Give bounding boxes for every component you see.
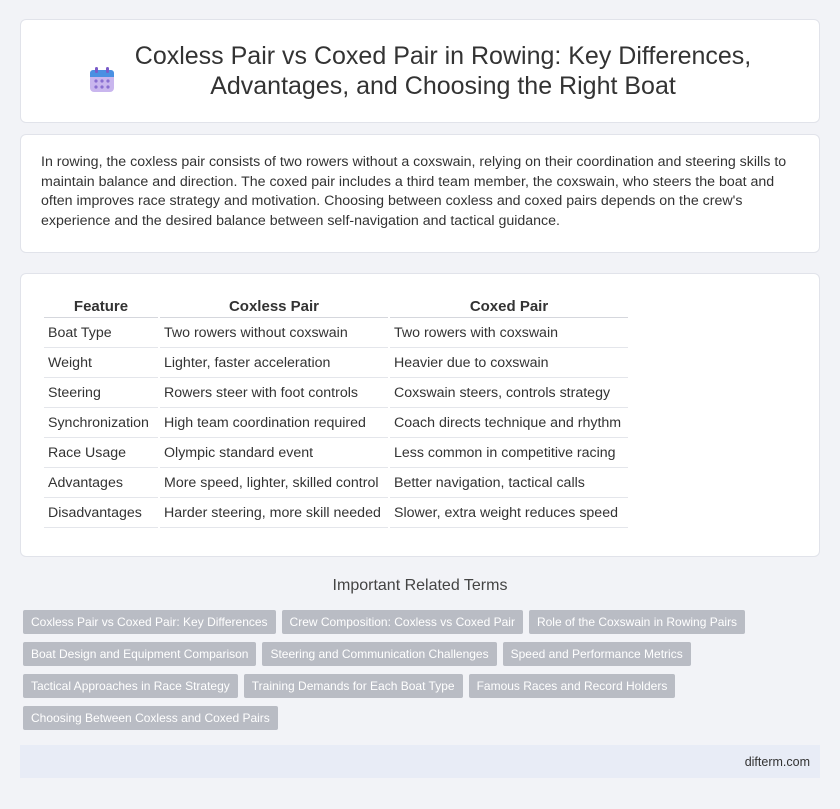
related-tag[interactable]: Training Demands for Each Boat Type [244, 674, 463, 698]
related-tag[interactable]: Tactical Approaches in Race Strategy [23, 674, 238, 698]
table-cell: Disadvantages [44, 498, 158, 528]
related-tags [23, 610, 823, 738]
title-card [20, 19, 820, 123]
related-tag[interactable]: Steering and Communication Challenges [262, 642, 496, 666]
table-cell: Olympic standard event [160, 438, 388, 468]
table-row [44, 378, 628, 408]
table-cell: Advantages [44, 468, 158, 498]
related-tag[interactable]: Choosing Between Coxless and Coxed Pairs [23, 706, 278, 730]
footer [20, 745, 820, 778]
table-row [44, 438, 628, 468]
related-terms-title: Important Related Terms [332, 577, 508, 594]
footer-site-link[interactable]: difterm.com [744, 754, 810, 769]
table-cell: Coxswain steers, controls strategy [390, 378, 628, 408]
table-cell: Slower, extra weight reduces speed [390, 498, 628, 528]
page-title [135, 41, 751, 101]
table-cell: Weight [44, 348, 158, 378]
related-tag[interactable]: Coxless Pair vs Coxed Pair: Key Differences [23, 610, 276, 634]
table-row [44, 468, 628, 498]
table-row [44, 408, 628, 438]
calendar-icon [89, 67, 115, 93]
table-row [44, 498, 628, 528]
related-tag[interactable]: Role of the Coxswain in Rowing Pairs [529, 610, 745, 634]
table-cell: More speed, lighter, skilled control [160, 468, 388, 498]
title-line-1: Coxless Pair vs Coxed Pair in Rowing: Key Differences, [134, 42, 752, 70]
related-tag[interactable]: Boat Design and Equipment Comparison [23, 642, 256, 666]
comparison-table [42, 294, 630, 528]
table-row [44, 318, 628, 348]
table-cell: Two rowers without coxswain [160, 318, 388, 348]
table-row [44, 348, 628, 378]
header-coxed: Coxed Pair [390, 294, 628, 318]
table-cell: Heavier due to coxswain [390, 348, 628, 378]
intro-text: In rowing, the coxless pair consists of two rowers without a coxswain, relying on their coordination and steering skills to maintain balance and direction. The coxed pair includes a third team member, the coxswain, who steers the boat and often improves race strategy and motivation. Choosing between coxless and coxed pairs depends on the crew's experience and the desired balance between self-navigation and tactical guidance. [41, 154, 787, 229]
table-cell: Two rowers with coxswain [390, 318, 628, 348]
table-cell: Steering [44, 378, 158, 408]
related-tag[interactable]: Crew Composition: Coxless vs Coxed Pair [282, 610, 523, 634]
table-cell: Rowers steer with foot controls [160, 378, 388, 408]
title-line-2: Advantages, and Choosing the Right Boat [210, 72, 676, 100]
table-cell: Synchronization [44, 408, 158, 438]
header-coxless: Coxless Pair [160, 294, 388, 318]
table-cell: Harder steering, more skill needed [160, 498, 388, 528]
title-wrap [89, 41, 751, 101]
related-tag[interactable]: Speed and Performance Metrics [503, 642, 691, 666]
table-header-row [44, 294, 628, 318]
comparison-card [20, 273, 820, 557]
header-feature: Feature [44, 294, 158, 318]
table-cell: Coach directs technique and rhythm [390, 408, 628, 438]
table-cell: Less common in competitive racing [390, 438, 628, 468]
table-cell: High team coordination required [160, 408, 388, 438]
related-tag[interactable]: Famous Races and Record Holders [469, 674, 676, 698]
intro-card [20, 134, 820, 253]
table-cell: Race Usage [44, 438, 158, 468]
table-cell: Lighter, faster acceleration [160, 348, 388, 378]
table-cell: Better navigation, tactical calls [390, 468, 628, 498]
table-cell: Boat Type [44, 318, 158, 348]
